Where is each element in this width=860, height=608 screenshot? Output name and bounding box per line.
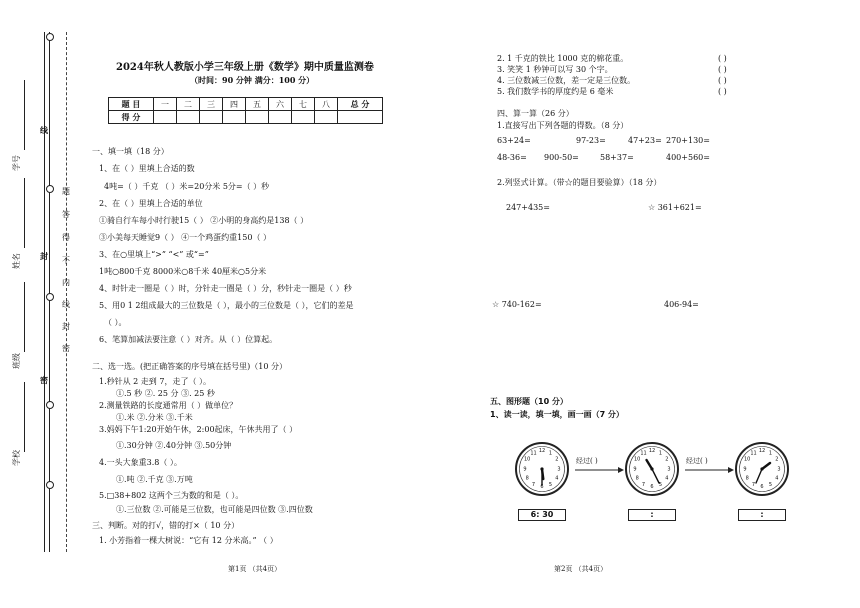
score-cell[interactable] (315, 111, 338, 124)
page-footer: 第2页 （共4页） (554, 565, 608, 573)
exam-subtitle: （时间：90 分钟 满分：100 分） (190, 75, 315, 85)
s1-line: 2、在（ ）里填上合适的单位 (99, 199, 203, 208)
s2-line: ①.5 秒 ②. 25 分 ③. 25 秒 (116, 389, 215, 398)
section-1-title: 一、填一填（18 分） (92, 147, 169, 156)
score-row-label: 得 分 (109, 111, 154, 124)
svg-text:11: 11 (530, 450, 537, 457)
score-cell[interactable] (246, 111, 269, 124)
s3-line: 1. 小芳指着一棵大树说：“它有 12 分米高。” （ ） (99, 536, 278, 545)
oral-item: 270+130= (666, 136, 710, 145)
svg-text:9: 9 (523, 466, 527, 473)
binding-solid-line-outer (44, 32, 45, 552)
clock-time-box-3[interactable]: : (738, 509, 786, 521)
oral-item: 400+560= (666, 153, 710, 162)
s2-line: 4.一头大象重3.8（ ）。 (99, 458, 182, 467)
svg-text:7: 7 (641, 481, 646, 488)
svg-text:2: 2 (775, 456, 779, 463)
svg-text:7: 7 (531, 481, 536, 488)
svg-text:5: 5 (768, 481, 773, 488)
svg-text:8: 8 (745, 475, 749, 482)
s1-line: 4、时针走一圈是（ ）时，分针走一圈是（ ）分，秒针走一圈是（ ）秒 (99, 284, 352, 293)
svg-text:6: 6 (650, 484, 654, 490)
score-table-header-cell: 一 (154, 98, 177, 111)
oral-item: 58+37= (600, 153, 634, 162)
name-blank (24, 178, 25, 248)
score-cell[interactable] (338, 111, 383, 124)
svg-text:4: 4 (555, 475, 559, 482)
oral-item: 47+23= (628, 136, 662, 145)
bind-char: 题 (62, 187, 70, 196)
s1-line: ③小美每天睡觉9（ ） ④一个鸡蛋约重150（ ） (99, 233, 271, 242)
elapsed-label-2: 经过( ) (686, 457, 708, 465)
student-id-blank (24, 80, 25, 150)
section-3-title: 三、判断。对的打√，错的打×（ 10 分） (92, 521, 240, 530)
score-cell[interactable] (223, 111, 246, 124)
bind-char: 线 (62, 300, 70, 309)
svg-text:4: 4 (665, 475, 669, 482)
svg-text:2: 2 (665, 456, 669, 463)
binding-hole (46, 33, 54, 41)
score-table-header-cell: 二 (177, 98, 200, 111)
elapsed-label-1: 经过( ) (576, 457, 598, 465)
s2-line: ①.米 ②.分米 ③.千米 (116, 413, 193, 422)
s2-line: ①.吨 ②.千克 ③.万吨 (116, 475, 193, 484)
s2-line: ①.30分钟 ②.40分钟 ③.50分钟 (116, 441, 232, 450)
judge-line: 5. 我们数学书的厚度约是 6 毫米 (497, 87, 614, 96)
school-blank (24, 382, 25, 452)
judge-paren: ( ) (718, 54, 727, 63)
vertical-calc-item: ☆ 361+621= (648, 203, 702, 212)
s1-line: 1吨○800千克 8000米○8千米 40厘米○5分米 (99, 267, 267, 276)
binding-hole (46, 401, 54, 409)
svg-text:12: 12 (648, 448, 656, 454)
svg-text:8: 8 (525, 475, 529, 482)
bind-char-feng: 封 (40, 251, 48, 261)
svg-text:2: 2 (555, 456, 559, 463)
score-table-header-cell: 五 (246, 98, 269, 111)
student-id-label: 学号 (12, 155, 21, 171)
score-table-score-row (109, 111, 383, 124)
oral-item: 900-50= (544, 153, 579, 162)
score-table (108, 97, 383, 124)
svg-text:4: 4 (775, 475, 779, 482)
svg-text:1: 1 (548, 450, 553, 457)
clock-time-box-1: 6: 30 (518, 509, 566, 521)
bind-char: 答 (62, 210, 70, 219)
judge-line: 3. 笑笑 1 秒钟可以写 30 个字。 (497, 65, 613, 74)
score-cell[interactable] (200, 111, 223, 124)
score-table-header-cell: 六 (269, 98, 292, 111)
s1-line: 6、笔算加减法要注意（ ）对齐。从（ ）位算起。 (99, 335, 278, 344)
s1-line: 5、用0 1 2组成最大的三位数是（ ），最小的三位数是（ ），它们的差是 (99, 301, 354, 310)
s2-line: 3.妈妈下午1:20开始午休，2:00起床，午休共用了（ ） (99, 425, 298, 434)
score-cell[interactable] (177, 111, 200, 124)
vertical-calc-item: 247+435= (506, 203, 550, 212)
svg-text:1: 1 (658, 450, 663, 457)
svg-text:3: 3 (777, 466, 781, 473)
svg-text:3: 3 (667, 466, 671, 473)
exam-title: 2024年秋人教版小学三年级上册《数学》期中质量监测卷 (116, 62, 374, 73)
bind-char: 内 (62, 278, 70, 287)
bind-char: 封 (62, 322, 70, 331)
clock-time-box-2[interactable]: : (628, 509, 676, 521)
svg-text:1: 1 (768, 450, 773, 457)
score-table-header-cell: 四 (223, 98, 246, 111)
binding-hole (46, 185, 54, 193)
bind-char-xian: 线 (40, 125, 48, 135)
score-table-header-cell: 总 分 (338, 98, 383, 111)
svg-text:9: 9 (743, 466, 747, 473)
judge-paren: ( ) (718, 87, 727, 96)
s2-line: 5.□38+802 这两个三为数的和是（ ）。 (99, 491, 244, 500)
class-blank (24, 282, 25, 352)
binding-hole (46, 293, 54, 301)
name-label: 姓名 (12, 253, 21, 269)
score-table-header-row (109, 98, 383, 111)
svg-text:5: 5 (658, 481, 663, 488)
judge-line: 2. 1 千克的铁比 1000 克的棉花重。 (497, 54, 629, 63)
svg-text:3: 3 (557, 466, 561, 473)
judge-paren: ( ) (718, 76, 727, 85)
oral-item: 63+24= (497, 136, 531, 145)
svg-text:10: 10 (524, 456, 531, 463)
svg-text:9: 9 (633, 466, 637, 473)
svg-text:10: 10 (634, 456, 641, 463)
vertical-calc-item: 406-94= (664, 300, 699, 309)
score-table-header-cell: 题 目 (109, 98, 154, 111)
score-cell[interactable] (269, 111, 292, 124)
judge-paren: ( ) (718, 65, 727, 74)
bind-char-mi: 密 (40, 375, 48, 385)
binding-solid-line-inner (49, 32, 50, 552)
svg-text:11: 11 (640, 450, 647, 457)
svg-text:11: 11 (750, 450, 757, 457)
s1-line: （ ）。 (104, 318, 127, 327)
svg-text:6: 6 (760, 484, 764, 490)
s1-line: 4吨=（ ）千克 （ ）米=20分米 5分=（ ）秒 (104, 182, 270, 191)
score-cell[interactable] (154, 111, 177, 124)
s1-line: 3、在○里填上“>” “<” 或“=” (99, 250, 209, 259)
svg-text:10: 10 (744, 456, 751, 463)
class-label: 班级 (12, 353, 21, 369)
s1-line: 1、在（ ）里填上合适的数 (99, 164, 195, 173)
judge-line: 4. 三位数减三位数，差一定是三位数。 (497, 76, 636, 85)
section-5-title: 五、图形题（10 分） (490, 397, 568, 406)
s2-line: ①.三位数 ②.可能是三位数，也可能是四位数 ③.四位数 (116, 505, 313, 514)
score-table-header-cell: 七 (292, 98, 315, 111)
arrow-right-icon (684, 467, 734, 473)
bind-char: 密 (62, 344, 70, 353)
section-2-title: 二、选一选。(把正确答案的序号填在括号里)（10 分） (92, 362, 287, 371)
clock-icon-1 (514, 441, 570, 497)
svg-text:12: 12 (758, 448, 766, 454)
section-4-title: 四、算一算（26 分） (497, 109, 574, 118)
score-table-header-cell: 八 (315, 98, 338, 111)
page-footer: 第1页 （共4页） (228, 565, 282, 573)
s4-sub2: 2.列竖式计算。（带☆的题目要验算）（18 分） (497, 178, 662, 187)
svg-text:5: 5 (548, 481, 553, 488)
vertical-calc-item: ☆ 740-162= (492, 300, 542, 309)
score-table-header-cell: 三 (200, 98, 223, 111)
bind-char: 不 (62, 256, 70, 265)
svg-text:6: 6 (540, 484, 544, 490)
svg-text:7: 7 (751, 481, 756, 488)
svg-text:12: 12 (538, 448, 546, 454)
score-cell[interactable] (292, 111, 315, 124)
clock-icon-2 (624, 441, 680, 497)
s4-sub1: 1.直接写出下列各题的得数。（8 分） (497, 121, 629, 130)
s2-line: 2.测量铁路的长度通常用（ ）做单位？ (99, 401, 238, 410)
s5-sub1: 1、读一读，填一填，画一画（7 分） (490, 410, 624, 419)
oral-item: 97-23= (576, 136, 606, 145)
binding-dashed-line (66, 32, 67, 552)
binding-hole (46, 481, 54, 489)
oral-item: 48-36= (497, 153, 527, 162)
svg-text:8: 8 (635, 475, 639, 482)
s1-line: ①骑自行车每小时行驶15（ ） ②小明的身高约是138（ ） (99, 216, 309, 225)
school-label: 学校 (12, 450, 21, 466)
arrow-right-icon (574, 467, 624, 473)
clock-icon-3 (734, 441, 790, 497)
bind-char: 得 (62, 233, 70, 242)
s2-line: 1.秒针从 2 走到 7，走了（ ）。 (99, 377, 211, 386)
